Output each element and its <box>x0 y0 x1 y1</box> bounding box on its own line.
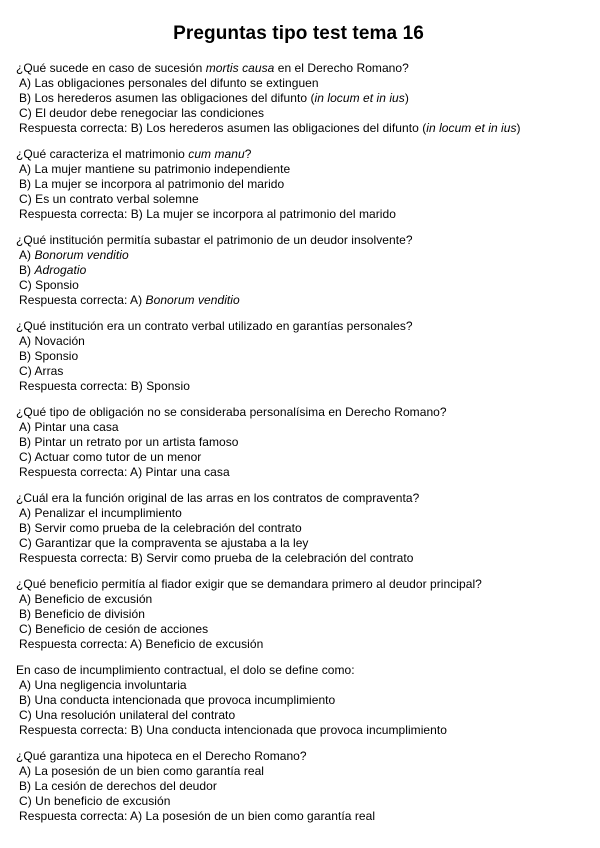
correct-answer <box>15 379 582 394</box>
text-segment: B) Una conducta intencionada que provoca incumplimiento <box>19 693 336 707</box>
italic-term: Adrogatio <box>34 263 87 277</box>
text-segment: C) Beneficio de cesión de acciones <box>19 622 209 636</box>
text-segment: C) Actuar como tutor de un menor <box>19 450 202 464</box>
question-text <box>15 491 582 506</box>
text-segment: A) Pintar una casa <box>19 420 119 434</box>
text-segment: A) La posesión de un bien como garantía real <box>19 764 265 778</box>
text-segment: A) Las obligaciones personales del difunto se extinguen <box>19 76 319 90</box>
text-segment: C) Es un contrato verbal solemne <box>19 192 199 206</box>
answer-option <box>15 420 582 435</box>
text-segment: A) La mujer mantiene su patrimonio independiente <box>19 162 291 176</box>
answer-option <box>15 364 582 379</box>
text-segment: A) Beneficio de excusión <box>19 592 153 606</box>
text-segment: ? <box>244 147 252 161</box>
answer-option <box>15 536 582 551</box>
text-segment: B) Pintar un retrato por un artista famoso <box>19 435 239 449</box>
answer-option <box>15 794 582 809</box>
text-segment: Respuesta correcta: B) Una conducta intencionada que provoca incumplimiento <box>19 723 447 737</box>
text-segment: B) <box>19 263 35 277</box>
text-segment: ¿Qué beneficio permitía al fiador exigir que se demandara primero al deudor principal? <box>16 577 482 591</box>
question-text <box>15 577 582 592</box>
correct-answer <box>15 293 582 308</box>
text-segment: ¿Qué institución era un contrato verbal utilizado en garantías personales? <box>16 319 413 333</box>
text-segment: Respuesta correcta: A) Pintar una casa <box>19 465 230 479</box>
text-segment: En caso de incumplimiento contractual, el dolo se define como: <box>16 663 355 677</box>
text-segment: A) Novación <box>19 334 85 348</box>
text-segment: Respuesta correcta: B) Los herederos asumen las obligaciones del difunto ( <box>19 121 427 135</box>
question-text <box>15 61 582 76</box>
text-segment: Respuesta correcta: B) La mujer se incorpora al patrimonio del marido <box>19 207 396 221</box>
question-block <box>15 233 582 308</box>
italic-term: in locum et in ius <box>426 121 517 135</box>
question-block <box>15 147 582 222</box>
text-segment: B) Beneficio de división <box>19 607 145 621</box>
question-text <box>15 663 582 678</box>
answer-option <box>15 177 582 192</box>
answer-option <box>15 349 582 364</box>
text-segment: ) <box>404 91 409 105</box>
correct-answer <box>15 551 582 566</box>
text-segment: en el Derecho Romano? <box>274 61 409 75</box>
italic-term: in locum et in ius <box>314 91 405 105</box>
italic-term: mortis causa <box>205 61 275 75</box>
text-segment: C) Una resolución unilateral del contrato <box>19 708 236 722</box>
question-block <box>15 319 582 394</box>
italic-term: Bonorum venditio <box>34 248 129 262</box>
text-segment: C) Un beneficio de excusión <box>19 794 171 808</box>
italic-term: cum manu <box>188 147 245 161</box>
text-segment: ¿Cuál era la función original de las arras en los contratos de compraventa? <box>16 491 420 505</box>
text-segment: A) Una negligencia involuntaria <box>19 678 187 692</box>
answer-option <box>15 192 582 207</box>
text-segment: Respuesta correcta: B) Sponsio <box>19 379 190 393</box>
correct-answer <box>15 121 582 136</box>
text-segment: B) La cesión de derechos del deudor <box>19 779 217 793</box>
answer-option <box>15 278 582 293</box>
question-block <box>15 61 582 136</box>
answer-option <box>15 708 582 723</box>
answer-option <box>15 592 582 607</box>
correct-answer <box>15 637 582 652</box>
text-segment: B) Servir como prueba de la celebración del contrato <box>19 521 302 535</box>
text-segment: B) Sponsio <box>19 349 79 363</box>
text-segment: ¿Qué tipo de obligación no se consideraba personalísima en Derecho Romano? <box>16 405 447 419</box>
italic-term: Bonorum venditio <box>145 293 240 307</box>
answer-option <box>15 450 582 465</box>
text-segment: Respuesta correcta: B) Servir como prueba de la celebración del contrato <box>19 551 414 565</box>
answer-option <box>15 76 582 91</box>
text-segment: C) Sponsio <box>19 278 79 292</box>
question-text <box>15 405 582 420</box>
text-segment: A) <box>19 248 35 262</box>
page-title: Preguntas tipo test tema 16 <box>173 23 424 44</box>
answer-option <box>15 506 582 521</box>
answer-option <box>15 622 582 637</box>
answer-option <box>15 263 582 278</box>
question-block <box>15 749 582 824</box>
text-segment: Respuesta correcta: A) Beneficio de excusión <box>19 637 264 651</box>
question-text <box>15 319 582 334</box>
answer-option <box>15 521 582 536</box>
answer-option <box>15 162 582 177</box>
answer-option <box>15 106 582 121</box>
answer-option <box>15 435 582 450</box>
text-segment: Respuesta correcta: A) <box>19 293 146 307</box>
question-block <box>15 663 582 738</box>
text-segment: ¿Qué sucede en caso de sucesión <box>16 61 206 75</box>
answer-option <box>15 248 582 263</box>
answer-option <box>15 91 582 106</box>
answer-option <box>15 334 582 349</box>
answer-option <box>15 764 582 779</box>
text-segment: C) Arras <box>19 364 64 378</box>
answer-option <box>15 693 582 708</box>
correct-answer <box>15 723 582 738</box>
text-segment: ) <box>516 121 521 135</box>
answer-option <box>15 607 582 622</box>
question-block <box>15 405 582 480</box>
text-segment: C) Garantizar que la compraventa se ajustaba a la ley <box>19 536 309 550</box>
text-segment: B) La mujer se incorpora al patrimonio del marido <box>19 177 285 191</box>
correct-answer <box>15 809 582 824</box>
question-text <box>15 147 582 162</box>
question-list <box>15 61 582 824</box>
answer-option <box>15 678 582 693</box>
text-segment: Respuesta correcta: A) La posesión de un bien como garantía real <box>19 809 376 823</box>
text-segment: ¿Qué institución permitía subastar el patrimonio de un deudor insolvente? <box>16 233 413 247</box>
answer-option <box>15 779 582 794</box>
text-segment: A) Penalizar el incumplimiento <box>19 506 182 520</box>
question-text <box>15 749 582 764</box>
question-block <box>15 577 582 652</box>
text-segment: ¿Qué garantiza una hipoteca en el Derecho Romano? <box>16 749 307 763</box>
question-text <box>15 233 582 248</box>
question-block <box>15 491 582 566</box>
text-segment: B) Los herederos asumen las obligaciones del difunto ( <box>19 91 315 105</box>
correct-answer <box>15 207 582 222</box>
correct-answer <box>15 465 582 480</box>
text-segment: ¿Qué caracteriza el matrimonio <box>16 147 189 161</box>
text-segment: C) El deudor debe renegociar las condiciones <box>19 106 265 120</box>
